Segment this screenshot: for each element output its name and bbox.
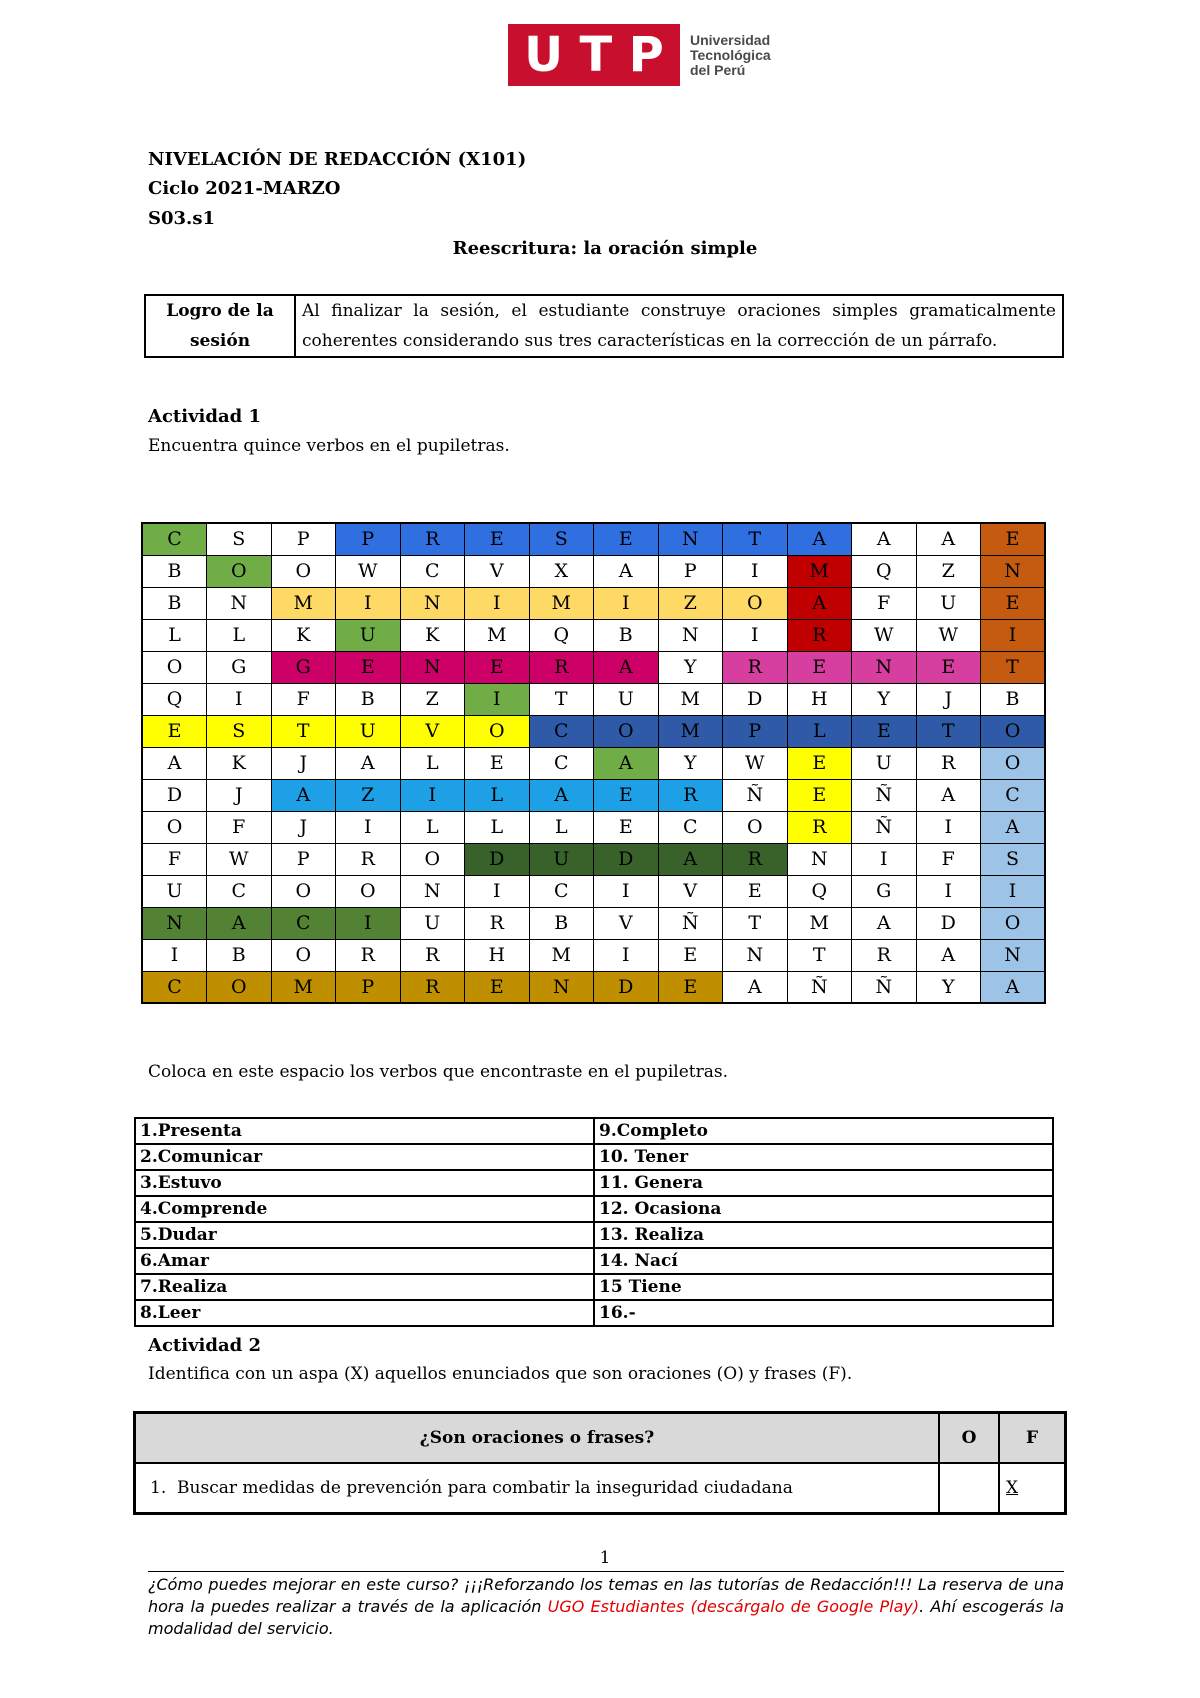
verbs-instruction: Coloca en este espacio los verbos que encontraste en el pupiletras. bbox=[148, 1062, 729, 1082]
logo-letter-u: U bbox=[524, 27, 564, 83]
grid-cell[interactable]: M bbox=[658, 683, 723, 715]
grid-cell[interactable]: M bbox=[658, 715, 723, 747]
grid-cell[interactable]: A bbox=[852, 523, 917, 555]
grid-cell[interactable]: F bbox=[916, 843, 981, 875]
grid-cell[interactable]: Ñ bbox=[852, 811, 917, 843]
cycle-label: Ciclo 2021-MARZO bbox=[148, 178, 341, 199]
grid-cell[interactable]: A bbox=[594, 555, 659, 587]
verb-cell[interactable]: 11. Genera bbox=[594, 1170, 1053, 1196]
logo-line: Universidad bbox=[690, 31, 771, 48]
grid-cell[interactable]: R bbox=[400, 939, 465, 971]
grid-cell[interactable]: O bbox=[207, 555, 272, 587]
grid-cell[interactable]: M bbox=[529, 587, 594, 619]
verb-cell[interactable]: 15 Tiene bbox=[594, 1274, 1053, 1300]
grid-cell[interactable]: A bbox=[852, 907, 917, 939]
grid-row bbox=[142, 715, 1045, 747]
verbs-table bbox=[134, 1117, 1054, 1327]
grid-cell[interactable]: I bbox=[400, 779, 465, 811]
grid-row bbox=[142, 587, 1045, 619]
grid-cell[interactable]: W bbox=[723, 747, 788, 779]
grid-cell[interactable]: O bbox=[400, 843, 465, 875]
grid-cell[interactable]: N bbox=[852, 651, 917, 683]
grid-cell[interactable]: A bbox=[916, 523, 981, 555]
grid-cell[interactable]: E bbox=[658, 971, 723, 1003]
grid-cell[interactable]: T bbox=[271, 715, 336, 747]
grid-cell[interactable]: W bbox=[852, 619, 917, 651]
grid-cell[interactable]: I bbox=[207, 683, 272, 715]
grid-cell[interactable]: R bbox=[852, 939, 917, 971]
of-row-num: 1. bbox=[150, 1478, 167, 1498]
logro-text: Al finalizar la sesión, el estudiante construye oraciones simples gramaticalmente coherentes considerando sus tres características en la corrección de un párrafo. bbox=[295, 295, 1063, 357]
grid-cell[interactable]: A bbox=[142, 747, 207, 779]
footer-note bbox=[148, 1574, 1064, 1640]
grid-cell[interactable]: L bbox=[465, 779, 530, 811]
grid-cell[interactable]: I bbox=[594, 587, 659, 619]
logo-text bbox=[690, 33, 771, 78]
word-search-grid bbox=[141, 522, 1046, 1004]
footer-text-1: ¿Cómo puedes mejorar en este curso? ¡¡¡Reforzando los temas en las tutorías de Redacción!!! La reserva de una hora la puedes realizar a través de la aplicación bbox=[148, 1575, 1064, 1616]
grid-cell[interactable]: R bbox=[336, 939, 401, 971]
grid-cell[interactable]: I bbox=[981, 875, 1046, 907]
grid-cell[interactable]: K bbox=[207, 747, 272, 779]
grid-cell[interactable]: N bbox=[787, 843, 852, 875]
grid-cell[interactable]: S bbox=[207, 523, 272, 555]
grid-cell[interactable]: A bbox=[207, 907, 272, 939]
grid-cell[interactable]: O bbox=[981, 747, 1046, 779]
grid-cell[interactable]: N bbox=[142, 907, 207, 939]
grid-cell[interactable]: A bbox=[787, 523, 852, 555]
grid-cell[interactable]: P bbox=[271, 523, 336, 555]
logo-letter-p: P bbox=[628, 27, 664, 83]
verb-cell[interactable]: 6.Amar bbox=[135, 1248, 594, 1274]
grid-cell[interactable]: G bbox=[271, 651, 336, 683]
grid-row bbox=[142, 971, 1045, 1003]
verb-cell[interactable]: 12. Ocasiona bbox=[594, 1196, 1053, 1222]
verb-cell[interactable]: 16.- bbox=[594, 1300, 1053, 1326]
grid-cell[interactable]: L bbox=[465, 811, 530, 843]
verb-cell[interactable]: 9.Completo bbox=[594, 1118, 1053, 1144]
verb-cell[interactable]: 4.Comprende bbox=[135, 1196, 594, 1222]
grid-cell[interactable]: B bbox=[529, 907, 594, 939]
grid-cell[interactable]: Ñ bbox=[658, 907, 723, 939]
grid-cell[interactable]: U bbox=[336, 619, 401, 651]
grid-cell[interactable]: N bbox=[529, 971, 594, 1003]
grid-cell[interactable]: O bbox=[981, 715, 1046, 747]
grid-cell[interactable]: P bbox=[658, 555, 723, 587]
page-subtitle: Reescritura: la oración simple bbox=[452, 238, 758, 259]
grid-cell[interactable]: I bbox=[336, 907, 401, 939]
grid-cell[interactable]: K bbox=[271, 619, 336, 651]
grid-cell[interactable]: O bbox=[336, 875, 401, 907]
grid-cell[interactable]: Ñ bbox=[852, 971, 917, 1003]
grid-cell[interactable]: S bbox=[529, 523, 594, 555]
activity2-title: Actividad 2 bbox=[148, 1335, 262, 1356]
grid-cell[interactable]: I bbox=[916, 875, 981, 907]
grid-cell[interactable]: A bbox=[529, 779, 594, 811]
grid-cell[interactable]: C bbox=[271, 907, 336, 939]
verb-cell[interactable]: 1.Presenta bbox=[135, 1118, 594, 1144]
grid-cell[interactable]: E bbox=[594, 523, 659, 555]
of-row-sentence: Buscar medidas de prevención para combatir la inseguridad ciudadana bbox=[177, 1478, 793, 1498]
grid-cell[interactable]: R bbox=[658, 779, 723, 811]
logro-label: Logro de la sesión bbox=[145, 295, 295, 357]
grid-cell[interactable]: A bbox=[594, 747, 659, 779]
grid-cell[interactable]: R bbox=[787, 619, 852, 651]
grid-cell[interactable]: A bbox=[658, 843, 723, 875]
grid-cell[interactable]: J bbox=[271, 811, 336, 843]
verbs-row bbox=[135, 1170, 1053, 1196]
grid-cell[interactable]: F bbox=[142, 843, 207, 875]
of-col-o: O bbox=[939, 1413, 999, 1464]
grid-cell[interactable]: M bbox=[271, 587, 336, 619]
grid-cell[interactable]: Q bbox=[529, 619, 594, 651]
grid-cell[interactable]: Y bbox=[658, 747, 723, 779]
grid-cell[interactable]: E bbox=[787, 651, 852, 683]
verbs-row bbox=[135, 1144, 1053, 1170]
grid-cell[interactable]: T bbox=[723, 523, 788, 555]
grid-cell[interactable]: B bbox=[594, 619, 659, 651]
grid-cell[interactable]: A bbox=[594, 651, 659, 683]
logro-table bbox=[144, 294, 1064, 358]
grid-cell[interactable]: I bbox=[594, 939, 659, 971]
logo-box bbox=[508, 24, 680, 86]
logo-line: Tecnológica bbox=[690, 46, 771, 63]
grid-cell[interactable]: R bbox=[336, 843, 401, 875]
grid-cell[interactable]: M bbox=[271, 971, 336, 1003]
grid-cell[interactable]: T bbox=[787, 939, 852, 971]
grid-row bbox=[142, 619, 1045, 651]
grid-cell[interactable]: E bbox=[981, 587, 1046, 619]
grid-cell[interactable]: B bbox=[142, 555, 207, 587]
grid-cell[interactable]: E bbox=[787, 779, 852, 811]
grid-row bbox=[142, 555, 1045, 587]
grid-cell[interactable]: A bbox=[723, 971, 788, 1003]
grid-cell[interactable]: Q bbox=[142, 683, 207, 715]
grid-cell[interactable]: E bbox=[658, 939, 723, 971]
grid-cell[interactable]: M bbox=[465, 619, 530, 651]
grid-cell[interactable]: D bbox=[465, 843, 530, 875]
grid-cell[interactable]: M bbox=[529, 939, 594, 971]
verb-cell[interactable]: 5.Dudar bbox=[135, 1222, 594, 1248]
grid-cell[interactable]: V bbox=[594, 907, 659, 939]
grid-cell[interactable]: Z bbox=[336, 779, 401, 811]
grid-cell[interactable]: O bbox=[981, 907, 1046, 939]
of-row-text bbox=[135, 1463, 940, 1514]
grid-cell[interactable]: I bbox=[465, 683, 530, 715]
grid-cell[interactable]: Z bbox=[658, 587, 723, 619]
grid-cell[interactable]: L bbox=[207, 619, 272, 651]
grid-cell[interactable]: Ñ bbox=[723, 779, 788, 811]
grid-cell[interactable]: F bbox=[207, 811, 272, 843]
grid-cell[interactable]: G bbox=[207, 651, 272, 683]
grid-cell[interactable]: C bbox=[658, 811, 723, 843]
page-number: 1 bbox=[599, 1548, 611, 1568]
grid-cell[interactable]: P bbox=[271, 843, 336, 875]
grid-cell[interactable]: I bbox=[336, 587, 401, 619]
grid-cell[interactable]: Q bbox=[852, 555, 917, 587]
grid-cell[interactable]: D bbox=[723, 683, 788, 715]
grid-cell[interactable]: T bbox=[723, 907, 788, 939]
grid-cell[interactable]: D bbox=[594, 843, 659, 875]
verb-cell[interactable]: 10. Tener bbox=[594, 1144, 1053, 1170]
grid-cell[interactable]: J bbox=[271, 747, 336, 779]
grid-cell[interactable]: E bbox=[594, 811, 659, 843]
of-col-f: F bbox=[999, 1413, 1066, 1464]
grid-row bbox=[142, 907, 1045, 939]
verbs-row bbox=[135, 1196, 1053, 1222]
utp-logo bbox=[508, 24, 771, 86]
grid-row bbox=[142, 811, 1045, 843]
grid-cell[interactable]: E bbox=[142, 715, 207, 747]
grid-cell[interactable]: B bbox=[336, 683, 401, 715]
grid-cell[interactable]: O bbox=[271, 875, 336, 907]
grid-cell[interactable]: D bbox=[142, 779, 207, 811]
grid-cell[interactable]: T bbox=[916, 715, 981, 747]
verbs-row bbox=[135, 1222, 1053, 1248]
grid-cell[interactable]: I bbox=[852, 843, 917, 875]
verb-cell[interactable]: 8.Leer bbox=[135, 1300, 594, 1326]
grid-cell[interactable]: L bbox=[400, 811, 465, 843]
grid-cell[interactable]: O bbox=[271, 939, 336, 971]
grid-cell[interactable]: E bbox=[852, 715, 917, 747]
grid-cell[interactable]: E bbox=[594, 779, 659, 811]
grid-cell[interactable]: Y bbox=[916, 971, 981, 1003]
grid-cell[interactable]: T bbox=[981, 651, 1046, 683]
grid-cell[interactable]: C bbox=[981, 779, 1046, 811]
grid-cell[interactable]: I bbox=[981, 619, 1046, 651]
grid-cell[interactable]: T bbox=[529, 683, 594, 715]
footer-text-2: . Ahí escogerás la modalidad del servicio. bbox=[148, 1597, 1065, 1638]
grid-cell[interactable]: Z bbox=[916, 555, 981, 587]
grid-cell[interactable]: O bbox=[594, 715, 659, 747]
grid-cell[interactable]: A bbox=[787, 587, 852, 619]
grid-cell[interactable]: L bbox=[142, 619, 207, 651]
grid-cell[interactable]: I bbox=[465, 587, 530, 619]
grid-cell[interactable]: E bbox=[981, 523, 1046, 555]
logo-letter-t: T bbox=[579, 27, 613, 83]
grid-cell[interactable]: A bbox=[916, 779, 981, 811]
grid-cell[interactable]: Ñ bbox=[852, 779, 917, 811]
grid-cell[interactable]: C bbox=[207, 875, 272, 907]
grid-cell[interactable]: H bbox=[787, 683, 852, 715]
grid-cell[interactable]: W bbox=[207, 843, 272, 875]
of-header: ¿Son oraciones o frases? bbox=[135, 1413, 940, 1464]
grid-cell[interactable]: S bbox=[981, 843, 1046, 875]
footer-app-link[interactable]: UGO Estudiantes (descárgalo de Google Play) bbox=[547, 1597, 920, 1616]
grid-cell[interactable]: I bbox=[594, 875, 659, 907]
logo-line: del Perú bbox=[690, 61, 746, 78]
grid-cell[interactable]: V bbox=[465, 555, 530, 587]
grid-cell[interactable]: K bbox=[400, 619, 465, 651]
grid-cell[interactable]: N bbox=[723, 939, 788, 971]
grid-cell[interactable]: I bbox=[723, 619, 788, 651]
grid-cell[interactable]: M bbox=[787, 555, 852, 587]
grid-cell[interactable]: E bbox=[787, 747, 852, 779]
verbs-row bbox=[135, 1300, 1053, 1326]
verb-cell[interactable]: 13. Realiza bbox=[594, 1222, 1053, 1248]
grid-cell[interactable]: A bbox=[916, 939, 981, 971]
course-title: NIVELACIÓN DE REDACCIÓN (X101) bbox=[148, 149, 527, 170]
grid-cell[interactable]: C bbox=[529, 747, 594, 779]
grid-cell[interactable]: E bbox=[723, 875, 788, 907]
grid-cell[interactable]: R bbox=[723, 843, 788, 875]
grid-cell[interactable]: U bbox=[916, 587, 981, 619]
grid-cell[interactable]: Ñ bbox=[787, 971, 852, 1003]
grid-row bbox=[142, 683, 1045, 715]
grid-row bbox=[142, 779, 1045, 811]
grid-cell[interactable]: E bbox=[465, 651, 530, 683]
verb-cell[interactable]: 14. Nací bbox=[594, 1248, 1053, 1274]
grid-cell[interactable]: C bbox=[529, 715, 594, 747]
grid-cell[interactable]: O bbox=[271, 555, 336, 587]
grid-cell[interactable]: O bbox=[723, 587, 788, 619]
grid-cell[interactable]: U bbox=[852, 747, 917, 779]
grid-cell[interactable]: R bbox=[465, 907, 530, 939]
grid-cell[interactable]: I bbox=[916, 811, 981, 843]
grid-cell[interactable]: O bbox=[465, 715, 530, 747]
verbs-row bbox=[135, 1118, 1053, 1144]
grid-cell[interactable]: B bbox=[981, 683, 1046, 715]
grid-cell[interactable]: V bbox=[400, 715, 465, 747]
session-code: S03.s1 bbox=[148, 208, 215, 229]
grid-cell[interactable]: N bbox=[400, 875, 465, 907]
activity1-instruction: Encuentra quince verbos en el pupiletras. bbox=[148, 436, 510, 456]
grid-cell[interactable]: U bbox=[400, 907, 465, 939]
grid-cell[interactable]: N bbox=[400, 651, 465, 683]
grid-cell[interactable]: Y bbox=[658, 651, 723, 683]
activity2-instruction: Identifica con un aspa (X) aquellos enunciados que son oraciones (O) y frases (F). bbox=[148, 1364, 853, 1384]
verbs-row bbox=[135, 1248, 1053, 1274]
grid-cell[interactable]: X bbox=[529, 555, 594, 587]
verb-cell[interactable]: 3.Estuvo bbox=[135, 1170, 594, 1196]
grid-cell[interactable]: D bbox=[594, 971, 659, 1003]
grid-cell[interactable]: G bbox=[852, 875, 917, 907]
grid-cell[interactable]: B bbox=[142, 587, 207, 619]
grid-cell[interactable]: C bbox=[142, 523, 207, 555]
grid-cell[interactable]: S bbox=[207, 715, 272, 747]
grid-cell[interactable]: M bbox=[787, 907, 852, 939]
grid-cell[interactable]: E bbox=[336, 651, 401, 683]
grid-cell[interactable]: P bbox=[336, 523, 401, 555]
grid-cell[interactable]: N bbox=[981, 939, 1046, 971]
grid-cell[interactable]: O bbox=[142, 651, 207, 683]
grid-row bbox=[142, 843, 1045, 875]
grid-cell[interactable]: C bbox=[400, 555, 465, 587]
grid-cell[interactable]: R bbox=[723, 651, 788, 683]
footer-divider bbox=[148, 1571, 1064, 1572]
grid-cell[interactable]: U bbox=[529, 843, 594, 875]
verb-cell[interactable]: 7.Realiza bbox=[135, 1274, 594, 1300]
grid-cell[interactable]: Y bbox=[852, 683, 917, 715]
grid-cell[interactable]: Q bbox=[787, 875, 852, 907]
grid-cell[interactable]: B bbox=[207, 939, 272, 971]
grid-cell[interactable]: U bbox=[336, 715, 401, 747]
grid-cell[interactable]: R bbox=[400, 523, 465, 555]
grid-row bbox=[142, 875, 1045, 907]
grid-cell[interactable]: I bbox=[723, 555, 788, 587]
grid-cell[interactable]: A bbox=[981, 971, 1046, 1003]
grid-cell[interactable]: L bbox=[400, 747, 465, 779]
grid-cell[interactable]: I bbox=[465, 875, 530, 907]
grid-cell[interactable]: P bbox=[723, 715, 788, 747]
grid-cell[interactable]: J bbox=[916, 683, 981, 715]
grid-cell[interactable]: Z bbox=[400, 683, 465, 715]
grid-cell[interactable]: F bbox=[271, 683, 336, 715]
of-row-o-cell[interactable] bbox=[939, 1463, 999, 1514]
grid-cell[interactable]: D bbox=[916, 907, 981, 939]
grid-cell[interactable]: P bbox=[336, 971, 401, 1003]
grid-cell[interactable]: W bbox=[336, 555, 401, 587]
grid-cell[interactable]: J bbox=[207, 779, 272, 811]
grid-row bbox=[142, 523, 1045, 555]
grid-cell[interactable]: E bbox=[465, 523, 530, 555]
grid-cell[interactable]: E bbox=[465, 747, 530, 779]
verbs-row bbox=[135, 1274, 1053, 1300]
grid-cell[interactable]: C bbox=[142, 971, 207, 1003]
grid-cell[interactable]: C bbox=[529, 875, 594, 907]
grid-cell[interactable]: N bbox=[981, 555, 1046, 587]
grid-cell[interactable]: L bbox=[529, 811, 594, 843]
grid-cell[interactable]: R bbox=[787, 811, 852, 843]
of-row-f-cell[interactable]: X bbox=[999, 1463, 1066, 1514]
grid-cell[interactable]: O bbox=[723, 811, 788, 843]
grid-cell[interactable]: W bbox=[916, 619, 981, 651]
grid-cell[interactable]: N bbox=[400, 587, 465, 619]
grid-cell[interactable]: E bbox=[465, 971, 530, 1003]
grid-cell[interactable]: R bbox=[916, 747, 981, 779]
grid-cell[interactable]: F bbox=[852, 587, 917, 619]
activity1-title: Actividad 1 bbox=[148, 406, 262, 427]
grid-cell[interactable]: A bbox=[981, 811, 1046, 843]
oraciones-frases-table bbox=[133, 1411, 1067, 1515]
grid-row bbox=[142, 939, 1045, 971]
grid-cell[interactable]: N bbox=[207, 587, 272, 619]
grid-cell[interactable]: R bbox=[400, 971, 465, 1003]
grid-row bbox=[142, 651, 1045, 683]
grid-cell[interactable]: A bbox=[271, 779, 336, 811]
grid-cell[interactable]: O bbox=[142, 811, 207, 843]
grid-cell[interactable]: N bbox=[658, 523, 723, 555]
grid-cell[interactable]: L bbox=[787, 715, 852, 747]
grid-row bbox=[142, 747, 1045, 779]
grid-cell[interactable]: I bbox=[336, 811, 401, 843]
grid-cell[interactable]: A bbox=[336, 747, 401, 779]
grid-cell[interactable]: U bbox=[594, 683, 659, 715]
grid-cell[interactable]: I bbox=[142, 939, 207, 971]
verb-cell[interactable]: 2.Comunicar bbox=[135, 1144, 594, 1170]
grid-cell[interactable]: E bbox=[916, 651, 981, 683]
grid-cell[interactable]: H bbox=[465, 939, 530, 971]
grid-cell[interactable]: V bbox=[658, 875, 723, 907]
grid-cell[interactable]: N bbox=[658, 619, 723, 651]
grid-cell[interactable]: O bbox=[207, 971, 272, 1003]
grid-cell[interactable]: U bbox=[142, 875, 207, 907]
grid-cell[interactable]: R bbox=[529, 651, 594, 683]
